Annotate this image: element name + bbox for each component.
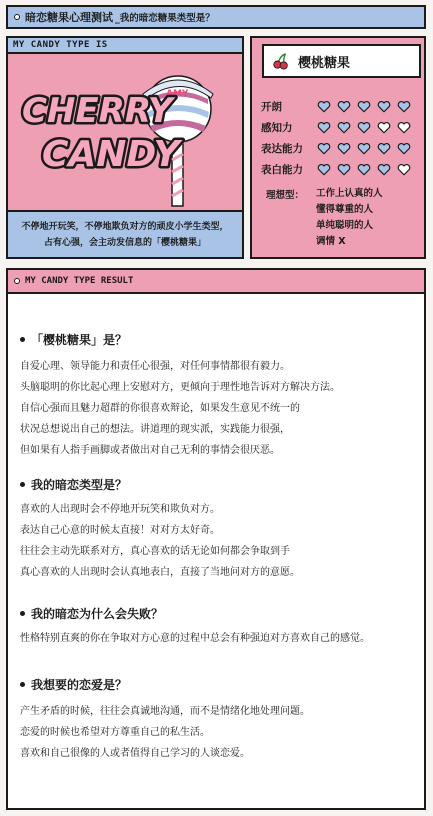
section-line: 真心喜欢的人出现时会认真地表白，直接了当地问对方的意愿。 bbox=[20, 567, 300, 578]
ideal-type-item: 单纯聪明的人 bbox=[316, 220, 374, 231]
section-heading-text: 我想要的恋爱是？ bbox=[31, 677, 128, 692]
heart-icon bbox=[337, 163, 351, 176]
result-panel bbox=[6, 268, 426, 810]
candy-type-description bbox=[8, 210, 242, 257]
heart-icon bbox=[317, 142, 331, 155]
bullet-icon bbox=[20, 337, 25, 342]
heart-icon bbox=[397, 142, 411, 155]
heart-rating bbox=[317, 142, 411, 155]
page-title: 暗恋糖果心理测试 bbox=[25, 11, 113, 24]
section-line: 但如果有人指手画脚或者做出对自己无利的事情会很厌恶。 bbox=[20, 445, 280, 456]
stat-label: 表达能力 bbox=[261, 143, 303, 155]
svg-text:AMY: AMY bbox=[166, 89, 189, 99]
candy-profile-card bbox=[250, 36, 426, 259]
heart-icon bbox=[357, 121, 371, 134]
heart-icon bbox=[397, 163, 411, 176]
heart-icon bbox=[377, 163, 391, 176]
result-section bbox=[20, 330, 340, 461]
title-bar bbox=[6, 5, 426, 29]
heart-icon bbox=[357, 163, 371, 176]
candy-name: 樱桃糖果 bbox=[298, 55, 351, 71]
description-line: 占有心强，会主动发信息的「樱桃糖果」 bbox=[43, 238, 206, 248]
lollipop-illustration bbox=[8, 54, 242, 210]
section-heading bbox=[20, 604, 370, 622]
wordmark-line2: CANDY bbox=[42, 134, 180, 175]
heart-icon bbox=[377, 100, 391, 113]
heart-icon bbox=[337, 121, 351, 134]
heart-icon bbox=[357, 142, 371, 155]
result-section bbox=[20, 475, 300, 583]
section-heading bbox=[20, 330, 340, 348]
heart-icon bbox=[337, 142, 351, 155]
heart-icon bbox=[317, 163, 331, 176]
stat-label: 开朗 bbox=[261, 101, 282, 113]
stat-label: 感知力 bbox=[261, 122, 293, 134]
result-header: MY CANDY TYPE RESULT bbox=[25, 276, 134, 286]
candy-name-box bbox=[262, 44, 421, 78]
heart-icon bbox=[377, 142, 391, 155]
page-subtitle: _我的暗恋糖果类型是？ bbox=[115, 13, 215, 24]
bullet-icon bbox=[20, 482, 25, 487]
result-section bbox=[20, 604, 370, 649]
section-line: 表达自己心意的时候太直接！对对方太好奇。 bbox=[20, 525, 220, 536]
result-bullet-icon bbox=[14, 278, 20, 284]
section-line: 头脑聪明的你比起心理上安慰对方，更倾向于理性地告诉对方解决方法。 bbox=[20, 382, 340, 393]
heart-icon bbox=[317, 100, 331, 113]
section-heading bbox=[20, 675, 310, 693]
section-line: 自信心强而且魅力超群的你很喜欢辩论，如果发生意见不统一的 bbox=[20, 403, 300, 414]
heart-rating bbox=[317, 100, 411, 113]
ideal-type-list bbox=[316, 186, 383, 250]
bullet-icon bbox=[20, 611, 25, 616]
heart-icon bbox=[397, 100, 411, 113]
heart-rating bbox=[317, 163, 411, 176]
heart-rating bbox=[317, 121, 411, 134]
result-header-bar bbox=[8, 270, 424, 294]
stat-row bbox=[261, 117, 411, 138]
section-line: 性格特别直爽的你在争取对方心意的过程中总会有种强迫对方喜欢自己的感觉。 bbox=[20, 633, 370, 644]
heart-icon bbox=[317, 121, 331, 134]
stat-row bbox=[261, 138, 411, 159]
section-heading-text: 「樱桃糖果」是？ bbox=[31, 332, 128, 347]
bullet-icon bbox=[20, 682, 25, 687]
heart-icon bbox=[337, 100, 351, 113]
ideal-type-item: 调情 X bbox=[316, 236, 346, 247]
section-line: 恋爱的时候也希望对方尊重自己的私生活。 bbox=[20, 727, 210, 738]
ideal-type bbox=[266, 186, 383, 250]
section-line: 喜欢和自己很像的人或者值得自己学习的人谈恋爱。 bbox=[20, 748, 250, 759]
heart-icon bbox=[377, 121, 391, 134]
stat-label: 表白能力 bbox=[261, 164, 303, 176]
section-line: 往往会主动先联系对方，真心喜欢的话无论如何都会争取到手 bbox=[20, 546, 290, 557]
ideal-type-label: 理想型： bbox=[266, 190, 305, 201]
section-heading bbox=[20, 475, 300, 493]
heart-icon bbox=[397, 121, 411, 134]
section-heading-text: 我的暗恋为什么会失败？ bbox=[31, 606, 164, 621]
section-line: 喜欢的人出现时会不停地开玩笑和欺负对方。 bbox=[20, 504, 220, 515]
candy-type-header: MY CANDY TYPE IS bbox=[8, 38, 242, 54]
cherry-icon bbox=[272, 52, 290, 70]
title-bullet-icon bbox=[14, 14, 20, 20]
description-line: 不停地开玩笑，不停地欺负对方的顽皮小学生类型， bbox=[21, 222, 229, 232]
stat-row bbox=[261, 96, 411, 117]
section-line: 产生矛盾的时候，往往会真诚地沟通，而不是情绪化地处理问题。 bbox=[20, 706, 310, 717]
stat-row bbox=[261, 159, 411, 180]
ideal-type-item: 工作上认真的人 bbox=[316, 188, 383, 199]
stats-list bbox=[261, 96, 411, 180]
result-section bbox=[20, 675, 310, 764]
heart-icon bbox=[357, 100, 371, 113]
wordmark-line1: CHERRY bbox=[22, 91, 173, 131]
section-line: 状况总想说出自己的想法。讲道理的现实派，实践能力很强， bbox=[20, 424, 290, 435]
candy-type-card bbox=[6, 36, 244, 259]
section-line: 自爱心理、领导能力和责任心很强，对任何事情都很有毅力。 bbox=[20, 361, 290, 372]
ideal-type-item: 懂得尊重的人 bbox=[316, 204, 374, 215]
section-heading-text: 我的暗恋类型是？ bbox=[31, 477, 128, 492]
